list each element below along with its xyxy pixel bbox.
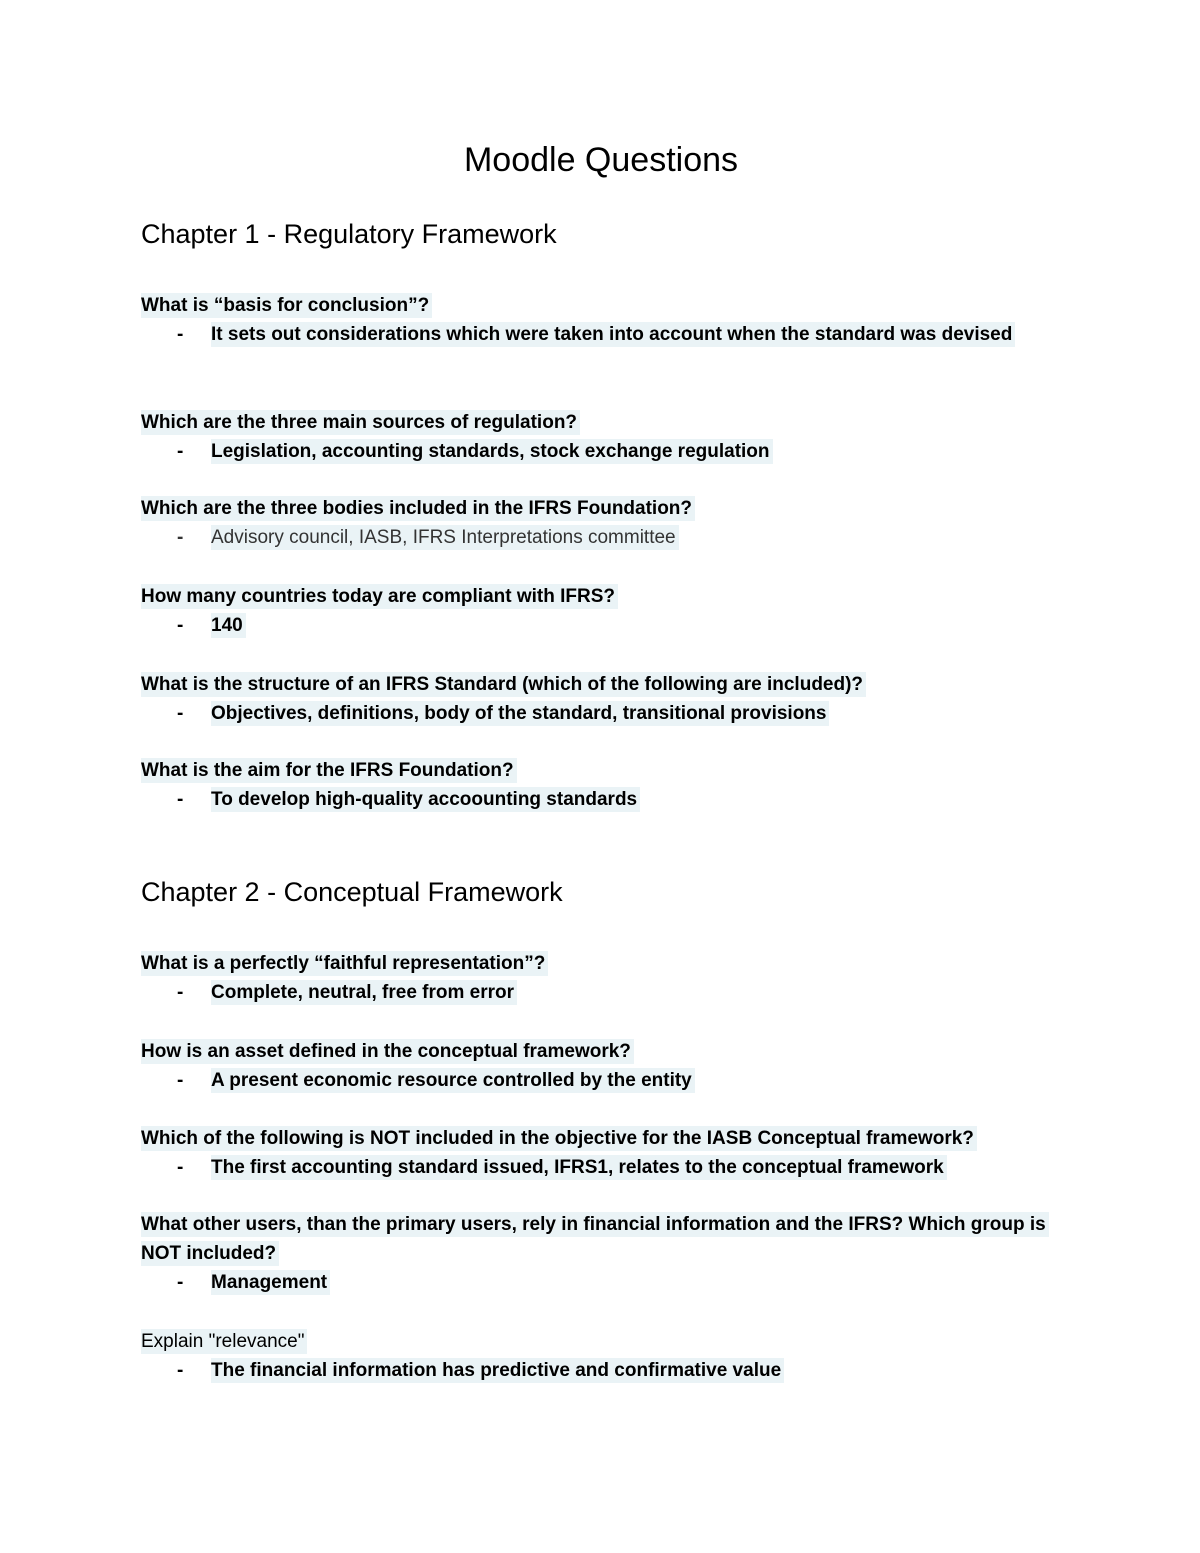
bullet-dash: - [177,615,184,636]
qa-item [141,582,1061,640]
question-text: What is “basis for conclusion”? [141,291,1061,320]
chapter-1-heading: Chapter 1 - Regulatory Framework [141,219,557,249]
answer-text: - Complete, neutral, free from error [141,978,1061,1007]
question-text: How is an asset defined in the conceptual framework? [141,1037,1061,1066]
answer-text: - Management [141,1268,1061,1297]
bullet-dash: - [177,1157,184,1178]
qa-item [141,670,1061,728]
qa-item [141,291,1061,349]
page-title: Moodle Questions [463,141,739,179]
question-text: What other users, than the primary users, rely in financial information and the IFRS? Which group is NOT included? [141,1210,1061,1268]
qa-item [141,408,1061,466]
chapter-2-heading: Chapter 2 - Conceptual Framework [141,877,563,907]
bullet-dash: - [177,527,184,548]
answer-text: - The first accounting standard issued, IFRS1, relates to the conceptual framework [141,1153,1061,1182]
question-text: What is the aim for the IFRS Foundation? [141,756,1061,785]
qa-item [141,1210,1061,1297]
answer-text: - To develop high-quality accoounting standards [141,785,1061,814]
bullet-dash: - [177,1360,184,1381]
question-text: What is a perfectly “faithful representation”? [141,949,1061,978]
question-text: What is the structure of an IFRS Standard (which of the following are included)? [141,670,1061,699]
bullet-dash: - [177,1070,184,1091]
bullet-dash: - [177,324,184,345]
question-text: Which are the three main sources of regulation? [141,408,1061,437]
answer-text: - Legislation, accounting standards, stock exchange regulation [141,437,1061,466]
qa-item [141,1037,1061,1095]
bullet-dash: - [177,1272,184,1293]
bullet-dash: - [177,703,184,724]
answer-text: - 140 [141,611,1061,640]
bullet-dash: - [177,982,184,1003]
qa-item [141,949,1061,1007]
answer-text: - Advisory council, IASB, IFRS Interpretations committee [141,523,1061,552]
question-text: Which of the following is NOT included in the objective for the IASB Conceptual framework? [141,1124,1061,1153]
qa-item [141,494,1061,552]
answer-text: - Objectives, definitions, body of the standard, transitional provisions [141,699,1061,728]
answer-text: - A present economic resource controlled by the entity [141,1066,1061,1095]
answer-text: - It sets out considerations which were taken into account when the standard was devised [141,320,1061,349]
bullet-dash: - [177,789,184,810]
qa-item [141,1327,1061,1385]
qa-item [141,756,1061,814]
qa-item [141,1124,1061,1182]
question-text: Explain "relevance" [141,1327,1061,1356]
question-text: How many countries today are compliant with IFRS? [141,582,1061,611]
question-text: Which are the three bodies included in the IFRS Foundation? [141,494,1061,523]
answer-text: - The financial information has predictive and confirmative value [141,1356,1061,1385]
bullet-dash: - [177,441,184,462]
